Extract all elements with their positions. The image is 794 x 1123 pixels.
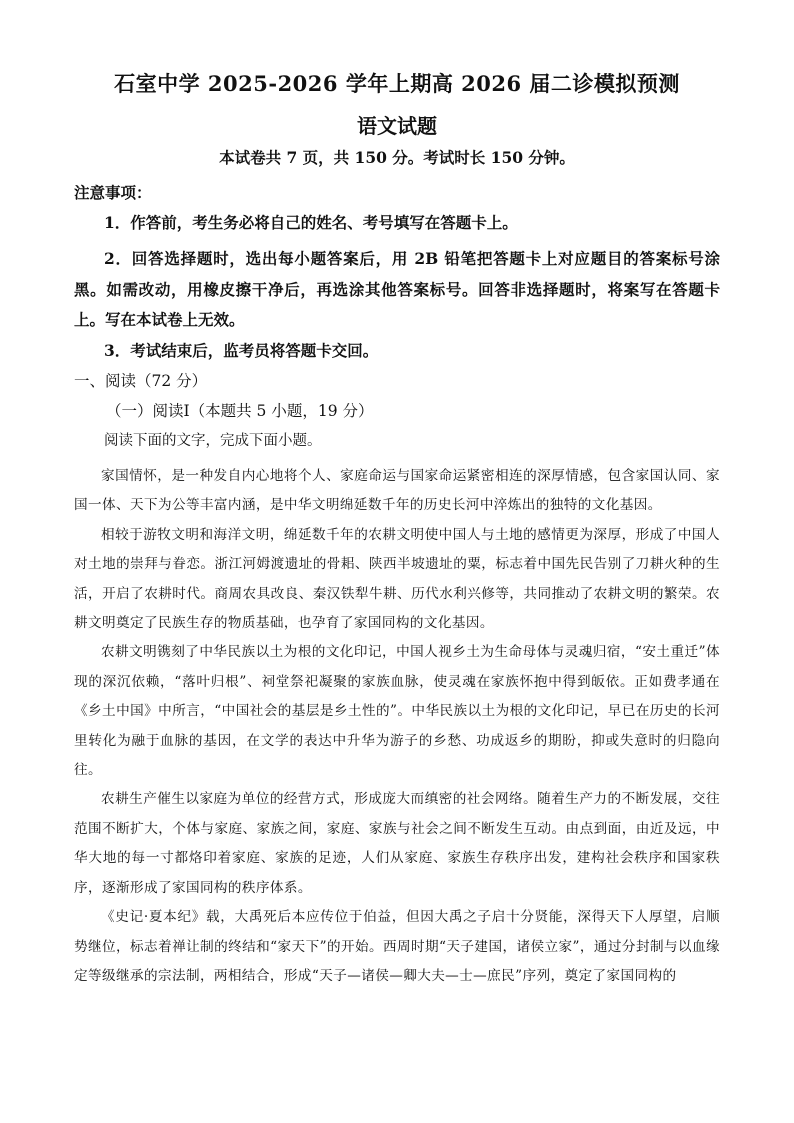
note-item-3: 3．考试结束后，监考员将答题卡交回。 xyxy=(104,341,379,360)
reading-passage xyxy=(74,462,720,991)
passage-paragraph-1: 家国情怀，是一种发自内心地将个人、家庭命运与国家命运紧密相连的深厚情感，包含家国认同、家国一体、天下为公等丰富内涵，是中华文明绵延数千年的历史长河中淬炼出的独特的文化基因。 xyxy=(74,468,720,514)
exam-info: 本试卷共 7 页，共 150 分。考试时长 150 分钟。 xyxy=(219,148,575,167)
notes-heading: 注意事项： xyxy=(74,183,152,202)
note-item-1: 1．作答前，考生务必将自己的姓名、考号填写在答题卡上。 xyxy=(104,213,518,232)
sub-section-title: （一）阅读Ⅰ（本题共 5 小题，19 分） xyxy=(106,402,374,420)
part-title: 一、阅读（72 分） xyxy=(74,372,208,390)
passage-paragraph-4: 农耕生产催生以家庭为单位的经营方式，形成庞大而缜密的社会网络。随着生产力的不断发展，交往范围不断扩大，个体与家庭、家族之间，家庭、家族与社会之间不断发生互动。由点到面，由近及远，中华大地的每一寸都烙印着家庭、家族的足迹，人们从家庭、家族生存秩序出发，建构社会秩序和国家秩序，逐渐形成了家国同构的秩序体系。 xyxy=(74,791,720,896)
note-item-2: 2．回答选择题时，选出每小题答案后，用 2B 铅笔把答题卡上对应题目的答案标号涂黑。如需改动，用橡皮擦干净后，再选涂其他答案标号。回答非选择题时，将案写在答题卡上。写在本试卷上无效。 xyxy=(74,249,720,329)
passage-paragraph-2: 相较于游牧文明和海洋文明，绵延数千年的农耕文明使中国人与土地的感情更为深厚，形成了中国人对土地的崇拜与眷恋。浙江河姆渡遗址的骨耜、陕西半坡遗址的粟，标志着中国先民告别了刀耕火种的生活，开启了农耕时代。商周农具改良、秦汉铁犁牛耕、历代水利兴修等，共同推动了农耕文明的繁荣。农耕文明奠定了民族生存的物质基础，也孕育了家国同构的文化基因。 xyxy=(74,526,720,632)
exam-title: 石室中学 2025-2026 学年上期高 2026 届二诊模拟预测 xyxy=(114,71,680,96)
reading-instruction: 阅读下面的文字，完成下面小题。 xyxy=(104,433,322,449)
exam-subtitle: 语文试题 xyxy=(357,114,437,138)
passage-paragraph-5: 《史记·夏本纪》载，大禹死后本应传位于伯益，但因大禹之子启十分贤能，深得天下人厚望，启顺势继位，标志着禅让制的终结和“家天下”的开始。西周时期“天子建国，诸侯立家”，通过分封制与以血缘定等级继承的宗法制，两相结合，形成“天子—诸侯—卿大夫—士—庶民”序列，奠定了家国同构的 xyxy=(74,909,720,984)
passage-paragraph-3: 农耕文明镌刻了中华民族以土为根的文化印记，中国人视乡土为生命母体与灵魂归宿，“安土重迁”体现的深沉依赖，“落叶归根”、祠堂祭祀凝聚的家族血脉，使灵魂在家族怀抱中得到皈依。正如费孝通在《乡土中国》中所言，“中国社会的基层是乡土性的”。中华民族以土为根的文化印记，早已在历史的长河里转化为融于血脉的基因，在文学的表达中升华为游子的乡愁、功成返乡的期盼，抑或失意时的归隐向往。 xyxy=(74,644,720,779)
